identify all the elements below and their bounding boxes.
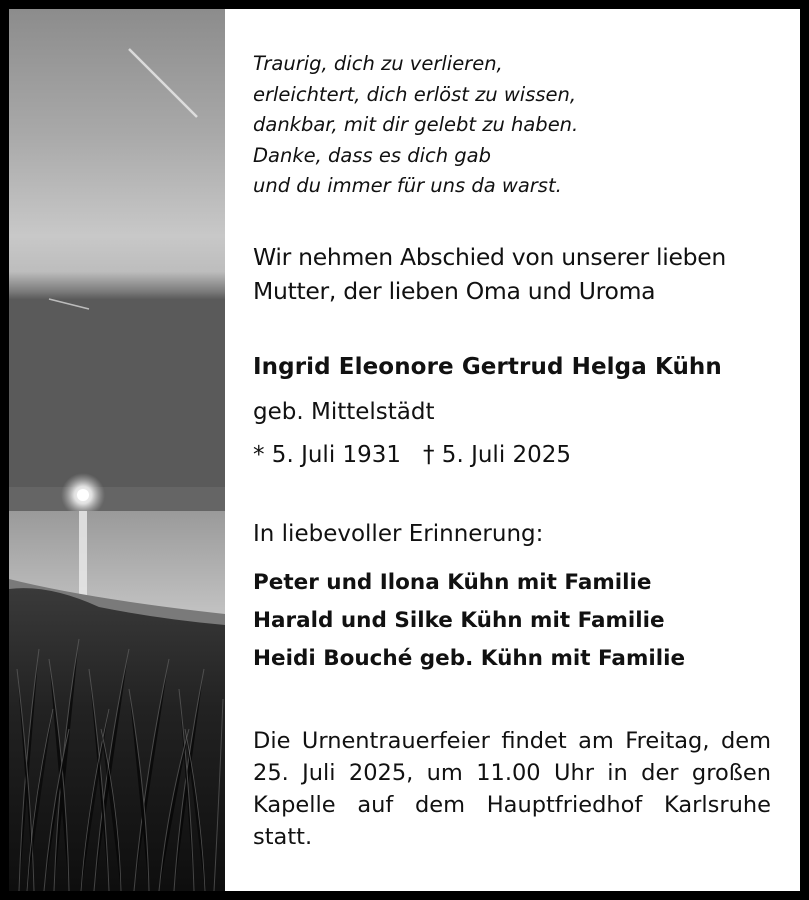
family-entry: Heidi Bouché geb. Kühn mit Familie	[253, 646, 686, 671]
memory-heading: In liebevoller Erinnerung:	[253, 521, 544, 547]
intro-line: Mutter, der lieben Oma und Uroma	[253, 277, 656, 305]
poem	[253, 49, 578, 202]
deceased-name: Ingrid Eleonore Gertrud Helga Kühn	[253, 354, 722, 380]
farewell-intro	[253, 240, 726, 308]
family-list	[253, 564, 685, 678]
death-date: † 5. Juli 2025	[423, 442, 572, 468]
birth-date: * 5. Juli 1931	[253, 442, 402, 468]
poem-line: erleichtert, dich erlöst zu wissen,	[253, 82, 577, 106]
family-entry: Harald und Silke Kühn mit Familie	[253, 608, 665, 633]
obituary-notice	[9, 9, 800, 891]
sunset-photo-graphic	[9, 9, 225, 891]
poem-line: und du immer für uns da warst.	[253, 174, 562, 197]
life-dates	[253, 442, 571, 468]
sunset-over-sea-dunes-image	[9, 9, 225, 891]
intro-line: Wir nehmen Abschied von unserer lieben	[253, 243, 727, 271]
family-entry: Peter und Ilona Kühn mit Familie	[253, 570, 652, 595]
birth-name: geb. Mittelstädt	[253, 399, 435, 425]
poem-line: Traurig, dich zu verlieren,	[253, 52, 503, 75]
ceremony-info: Die Urnentrauerfeier findet am Freitag, dem 25. Juli 2025, um 11.00 Uhr in der großen Kapelle auf dem Hauptfriedhof Karlsruhe statt.	[253, 728, 771, 850]
poem-line: dankbar, mit dir gelebt zu haben.	[253, 113, 579, 136]
poem-line: Danke, dass es dich gab	[253, 143, 491, 167]
